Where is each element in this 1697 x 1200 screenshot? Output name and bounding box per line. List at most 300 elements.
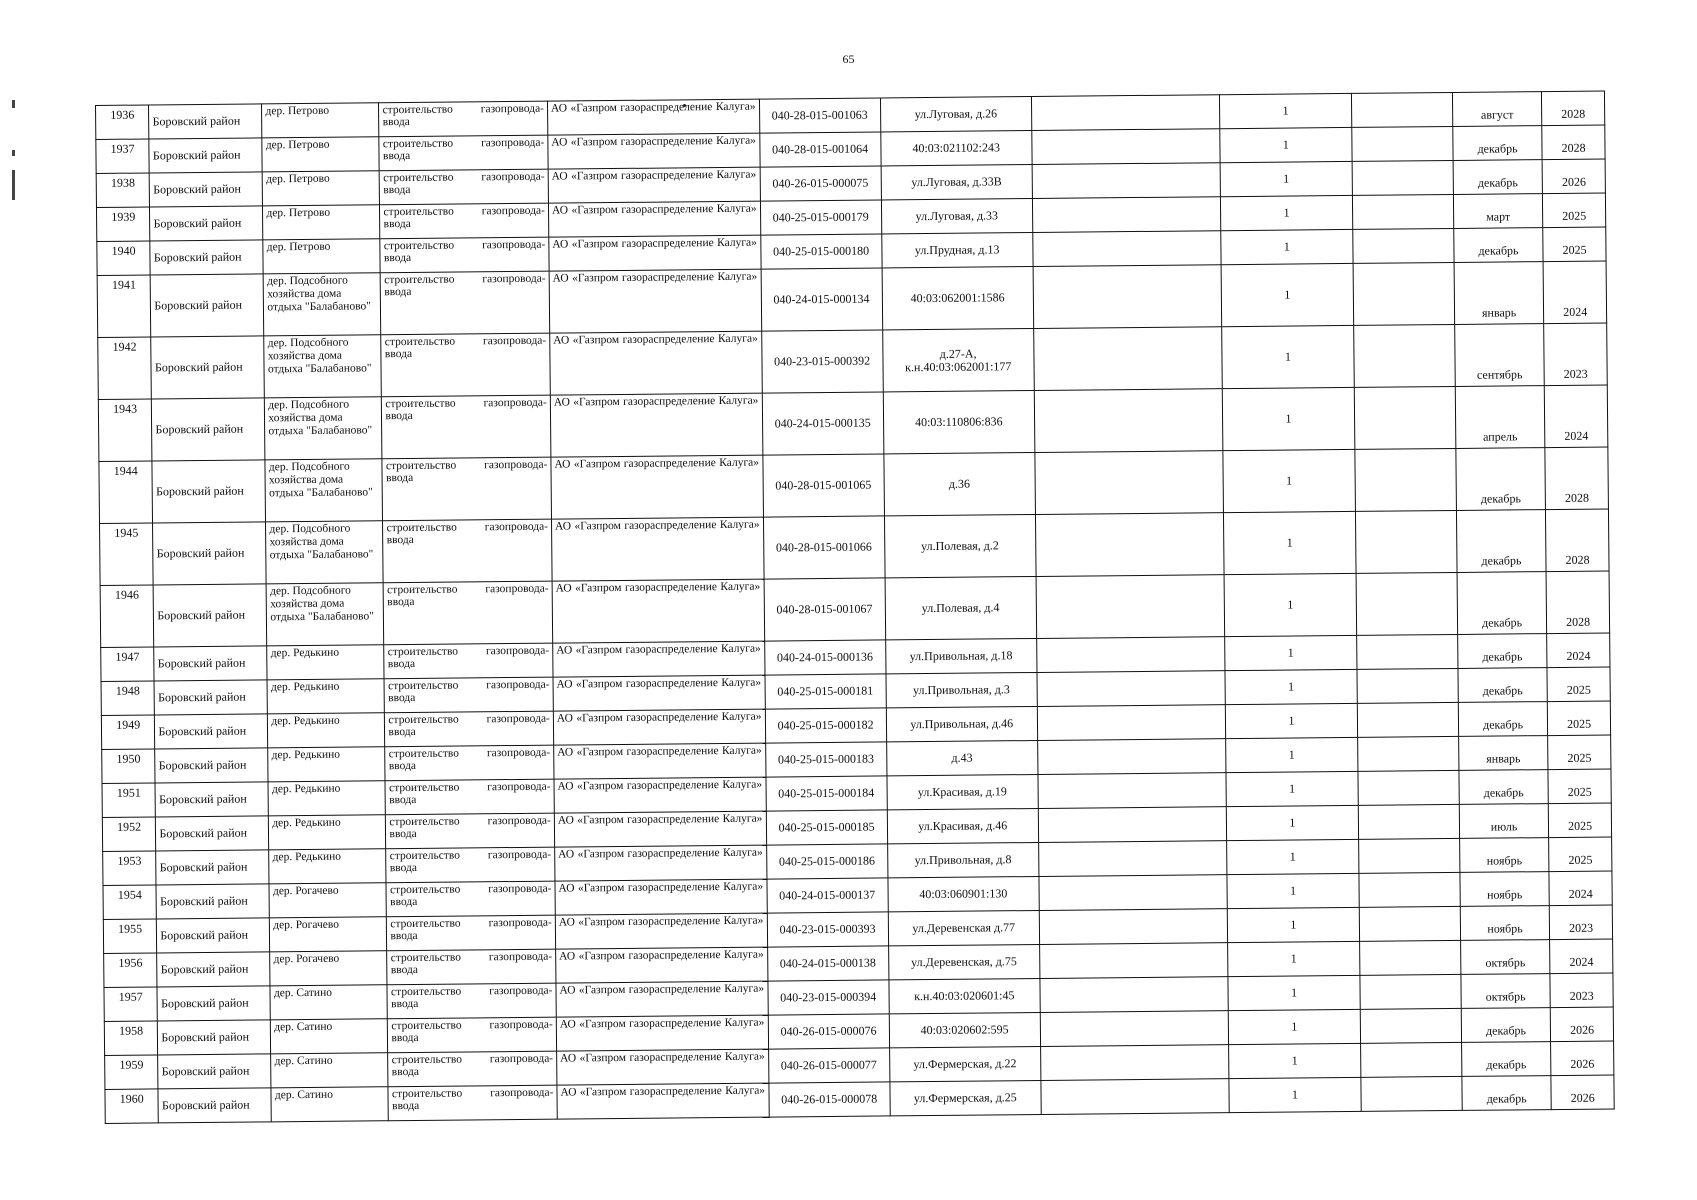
- organization-cell: АО «Газпром газораспределение Калуга»: [549, 235, 761, 271]
- address-cell: ул.Деревенская д.77: [888, 910, 1039, 945]
- settlement-cell: дер. Петрово: [263, 171, 380, 206]
- district-cell: Боровский район: [156, 850, 269, 885]
- month-cell: март: [1453, 194, 1543, 229]
- district-cell: Боровский район: [158, 1088, 271, 1123]
- address-cell: ул.Привольная, д.18: [885, 638, 1036, 673]
- quantity-cell: 1: [1225, 703, 1358, 738]
- row-number: 1944: [99, 461, 153, 524]
- table-body: [96, 91, 1615, 1123]
- quantity-cell: 1: [1225, 669, 1358, 704]
- object-code-cell: 040-26-015-000077: [768, 1048, 890, 1083]
- organization-cell: АО «Газпром газораспределение Калуга»: [551, 455, 763, 519]
- quantity-cell: 1: [1227, 907, 1360, 942]
- district-cell: Боровский район: [156, 816, 269, 851]
- empty-cell: [1356, 572, 1457, 635]
- year-cell: 2024: [1550, 939, 1613, 974]
- district-cell: Боровский район: [158, 1054, 271, 1089]
- month-cell: декабрь: [1459, 770, 1549, 805]
- quantity-cell: 1: [1222, 387, 1355, 450]
- row-number: 1951: [102, 783, 156, 818]
- address-cell: ул.Фермерская, д.22: [889, 1046, 1040, 1081]
- work-type-cell: строительство газопровода-ввода: [385, 779, 554, 815]
- binder-mark: [12, 170, 15, 200]
- empty-cell: [1038, 841, 1226, 877]
- work-type-cell: строительство газопровода-ввода: [384, 643, 553, 679]
- empty-cell: [1041, 1079, 1229, 1115]
- year-cell: 2028: [1546, 509, 1609, 572]
- month-cell: ноябрь: [1459, 838, 1549, 873]
- quantity-cell: 1: [1228, 975, 1361, 1010]
- settlement-cell: дер. Редькино: [267, 679, 384, 714]
- empty-cell: [1039, 909, 1227, 945]
- district-cell: Боровский район: [149, 138, 262, 173]
- year-cell: 2024: [1543, 261, 1606, 324]
- district-cell: Боровский район: [150, 240, 263, 275]
- address-cell: 40:03:062001:1586: [882, 267, 1034, 330]
- empty-cell: [1032, 197, 1220, 233]
- empty-cell: [1358, 736, 1459, 771]
- organization-cell: АО «Газпром газораспределение Калуга»: [556, 981, 768, 1017]
- empty-cell: [1357, 668, 1458, 703]
- empty-cell: [1359, 906, 1460, 941]
- work-type-cell: строительство газопровода-ввода: [379, 135, 548, 171]
- row-number: 1937: [96, 139, 150, 174]
- empty-cell: [1360, 1008, 1461, 1043]
- empty-cell: [1354, 386, 1455, 449]
- district-cell: Боровский район: [149, 104, 262, 139]
- object-code-cell: 040-24-015-000138: [767, 946, 889, 981]
- month-cell: август: [1452, 92, 1542, 127]
- quantity-cell: 1: [1226, 771, 1359, 806]
- empty-cell: [1352, 126, 1453, 161]
- object-code-cell: 040-25-015-000181: [765, 674, 887, 709]
- address-cell: ул.Красивая, д.19: [887, 774, 1038, 809]
- district-cell: Боровский район: [150, 206, 263, 241]
- year-cell: 2026: [1542, 159, 1605, 194]
- organization-cell: АО «Газпром газораспределение Калуга»: [550, 393, 762, 457]
- year-cell: 2023: [1550, 973, 1613, 1008]
- object-code-cell: 040-23-015-000392: [761, 330, 883, 393]
- district-cell: Боровский район: [152, 398, 266, 461]
- row-number: 1950: [102, 749, 156, 784]
- district-cell: Боровский район: [152, 460, 266, 523]
- quantity-cell: 1: [1224, 573, 1357, 636]
- empty-cell: [1040, 1045, 1228, 1081]
- binder-mark: [12, 150, 15, 156]
- district-cell: Боровский район: [151, 274, 265, 337]
- work-type-cell: строительство газопровода-ввода: [388, 1051, 557, 1087]
- settlement-cell: дер. Сатино: [271, 1087, 388, 1122]
- quantity-cell: 1: [1228, 1009, 1361, 1044]
- organization-cell: АО «Газпром газораспределение Калуга»: [548, 201, 760, 237]
- empty-cell: [1352, 160, 1453, 195]
- organization-cell: АО «Газпром газораспределение Калуга»: [556, 947, 768, 983]
- month-cell: ноябрь: [1460, 906, 1550, 941]
- settlement-cell: дер. Подсобного хозяйства дома отдыха "Балабаново": [264, 335, 382, 398]
- row-number: 1936: [96, 105, 150, 140]
- district-cell: Боровский район: [154, 646, 267, 681]
- address-cell: ул.Привольная, д.8: [887, 842, 1038, 877]
- object-code-cell: 040-26-015-000076: [768, 1014, 890, 1049]
- empty-cell: [1035, 513, 1224, 577]
- quantity-cell: 1: [1221, 325, 1354, 388]
- page-number: 65: [842, 52, 855, 66]
- address-cell: ул.Луговая, д.33: [881, 199, 1032, 234]
- empty-cell: [1040, 977, 1228, 1013]
- register-table: [95, 91, 1615, 1124]
- month-cell: декабрь: [1458, 702, 1548, 737]
- month-cell: декабрь: [1453, 160, 1543, 195]
- address-cell: 40:03:020602:595: [889, 1012, 1040, 1047]
- empty-cell: [1032, 129, 1220, 165]
- row-number: 1941: [97, 275, 151, 338]
- work-type-cell: строительство газопровода-ввода: [380, 237, 549, 273]
- address-cell: 40:03:110806:836: [883, 390, 1035, 453]
- row-number: 1939: [96, 207, 150, 242]
- quantity-cell: 1: [1223, 511, 1356, 574]
- empty-cell: [1357, 634, 1458, 669]
- organization-cell: АО «Газпром газораспределение Калуга»: [555, 913, 767, 949]
- row-number: 1943: [98, 399, 152, 462]
- organization-cell: АО «Газпром газораспределение Калуга»: [554, 777, 766, 813]
- empty-cell: [1033, 327, 1222, 391]
- address-cell: ул.Фермерская, д.25: [890, 1080, 1041, 1115]
- district-cell: Боровский район: [158, 1020, 271, 1055]
- row-number: 1958: [104, 1021, 158, 1056]
- month-cell: декабрь: [1456, 448, 1546, 511]
- work-type-cell: строительство газопровода-ввода: [385, 745, 554, 781]
- settlement-cell: дер. Подсобного хозяйства дома отдыха "Балабаново": [266, 521, 384, 584]
- object-code-cell: 040-25-015-000180: [760, 234, 882, 269]
- settlement-cell: дер. Редькино: [268, 713, 385, 748]
- settlement-cell: дер. Петрово: [262, 137, 379, 172]
- work-type-cell: строительство газопровода-ввода: [387, 915, 556, 951]
- year-cell: 2024: [1549, 871, 1612, 906]
- work-type-cell: строительство газопровода-ввода: [382, 395, 551, 459]
- organization-cell: АО «Газпром газораспределение Калуга»: [547, 99, 759, 135]
- empty-cell: [1033, 231, 1221, 267]
- settlement-cell: дер. Сатино: [270, 985, 387, 1020]
- month-cell: декабрь: [1461, 1008, 1551, 1043]
- row-number: 1954: [103, 885, 157, 920]
- organization-cell: АО «Газпром газораспределение Калуга»: [556, 1015, 768, 1051]
- row-number: 1942: [98, 337, 152, 400]
- month-cell: октябрь: [1460, 940, 1550, 975]
- settlement-cell: дер. Редькино: [268, 747, 385, 782]
- organization-cell: АО «Газпром газораспределение Калуга»: [551, 517, 763, 581]
- year-cell: 2028: [1542, 125, 1605, 160]
- month-cell: декабрь: [1461, 1042, 1551, 1077]
- organization-cell: АО «Газпром газораспределение Калуга»: [555, 879, 767, 915]
- empty-cell: [1361, 1076, 1462, 1111]
- organization-cell: АО «Газпром газораспределение Калуга»: [548, 167, 760, 203]
- row-number: 1940: [97, 241, 151, 276]
- object-code-cell: 040-28-015-001065: [762, 454, 884, 517]
- row-number: 1949: [101, 715, 155, 750]
- empty-cell: [1038, 773, 1226, 809]
- row-number: 1957: [104, 987, 158, 1022]
- month-cell: октябрь: [1461, 974, 1551, 1009]
- organization-cell: АО «Газпром газораспределение Калуга»: [550, 331, 762, 395]
- year-cell: 2025: [1549, 837, 1612, 872]
- quantity-cell: 1: [1223, 449, 1356, 512]
- quantity-cell: 1: [1228, 1043, 1361, 1078]
- quantity-cell: 1: [1221, 263, 1354, 326]
- year-cell: 2028: [1545, 447, 1608, 510]
- settlement-cell: дер. Подсобного хозяйства дома отдыха "Балабаново": [264, 273, 382, 336]
- year-cell: 2025: [1548, 701, 1611, 736]
- district-cell: Боровский район: [153, 522, 267, 585]
- empty-cell: [1039, 875, 1227, 911]
- work-type-cell: строительство газопровода-ввода: [385, 677, 554, 713]
- row-number: 1938: [96, 173, 150, 208]
- empty-cell: [1035, 451, 1224, 515]
- year-cell: 2023: [1544, 323, 1607, 386]
- empty-cell: [1356, 510, 1457, 573]
- month-cell: июль: [1459, 804, 1549, 839]
- work-type-cell: строительство газопровода-ввода: [384, 581, 553, 645]
- object-code-cell: 040-25-015-000183: [765, 742, 887, 777]
- row-number: 1952: [102, 817, 156, 852]
- year-cell: 2025: [1548, 803, 1611, 838]
- work-type-cell: строительство газопровода-ввода: [380, 203, 549, 239]
- district-cell: Боровский район: [156, 884, 269, 919]
- organization-cell: АО «Газпром газораспределение Калуга»: [548, 133, 760, 169]
- settlement-cell: дер. Рогачево: [270, 951, 387, 986]
- organization-cell: АО «Газпром газораспределение Калуга»: [553, 675, 765, 711]
- year-cell: 2025: [1543, 227, 1606, 262]
- month-cell: январь: [1458, 736, 1548, 771]
- month-cell: ноябрь: [1460, 872, 1550, 907]
- quantity-cell: 1: [1220, 161, 1353, 196]
- work-type-cell: строительство газопровода-ввода: [383, 519, 552, 583]
- empty-cell: [1353, 262, 1454, 325]
- quantity-cell: 1: [1227, 873, 1360, 908]
- empty-cell: [1037, 705, 1225, 741]
- empty-cell: [1033, 265, 1222, 329]
- row-number: 1947: [101, 647, 155, 682]
- work-type-cell: строительство газопровода-ввода: [388, 1017, 557, 1053]
- empty-cell: [1037, 671, 1225, 707]
- address-cell: ул.Красивая, д.46: [887, 808, 1038, 843]
- year-cell: 2024: [1544, 385, 1607, 448]
- quantity-cell: 1: [1219, 127, 1352, 162]
- settlement-cell: дер. Петрово: [263, 205, 380, 240]
- district-cell: Боровский район: [150, 172, 263, 207]
- empty-cell: [1038, 807, 1226, 843]
- work-type-cell: строительство газопровода-ввода: [382, 457, 551, 521]
- month-cell: сентябрь: [1455, 324, 1545, 387]
- month-cell: декабрь: [1462, 1076, 1552, 1111]
- empty-cell: [1040, 1011, 1228, 1047]
- settlement-cell: дер. Редькино: [269, 815, 386, 850]
- empty-cell: [1032, 163, 1220, 199]
- empty-cell: [1358, 804, 1459, 839]
- row-number: 1959: [105, 1055, 159, 1090]
- month-cell: декабрь: [1454, 228, 1544, 263]
- address-cell: ул.Привольная, д.46: [886, 706, 1037, 741]
- district-cell: Боровский район: [155, 782, 268, 817]
- empty-cell: [1037, 739, 1225, 775]
- organization-cell: АО «Газпром газораспределение Калуга»: [555, 845, 767, 881]
- settlement-cell: дер. Рогачево: [269, 883, 386, 918]
- work-type-cell: строительство газопровода-ввода: [388, 1085, 557, 1121]
- empty-cell: [1352, 92, 1453, 127]
- quantity-cell: 1: [1225, 737, 1358, 772]
- district-cell: Боровский район: [155, 714, 268, 749]
- settlement-cell: дер. Рогачево: [270, 917, 387, 952]
- object-code-cell: 040-28-015-001067: [764, 578, 886, 641]
- empty-cell: [1353, 194, 1454, 229]
- quantity-cell: 1: [1220, 229, 1353, 264]
- row-number: 1956: [104, 953, 158, 988]
- empty-cell: [1036, 575, 1225, 639]
- district-cell: Боровский район: [154, 680, 267, 715]
- work-type-cell: строительство газопровода-ввода: [381, 271, 550, 335]
- organization-cell: АО «Газпром газораспределение Калуга»: [554, 743, 766, 779]
- work-type-cell: строительство газопровода-ввода: [380, 169, 549, 205]
- object-code-cell: 040-25-015-000186: [766, 844, 888, 879]
- row-number: 1953: [103, 851, 157, 886]
- work-type-cell: строительство газопровода-ввода: [385, 711, 554, 747]
- month-cell: декабрь: [1456, 510, 1546, 573]
- quantity-cell: 1: [1219, 93, 1352, 128]
- district-cell: Боровский район: [151, 336, 265, 399]
- settlement-cell: дер. Петрово: [262, 103, 379, 138]
- object-code-cell: 040-26-015-000075: [760, 166, 882, 201]
- empty-cell: [1360, 974, 1461, 1009]
- settlement-cell: дер. Редькино: [269, 849, 386, 884]
- row-number: 1960: [105, 1089, 159, 1124]
- object-code-cell: 040-24-015-000135: [762, 392, 884, 455]
- work-type-cell: строительство газопровода-ввода: [386, 847, 555, 883]
- object-code-cell: 040-23-015-000393: [767, 912, 889, 947]
- object-code-cell: 040-25-015-000185: [766, 810, 888, 845]
- object-code-cell: 040-25-015-000184: [766, 776, 888, 811]
- empty-cell: [1360, 940, 1461, 975]
- year-cell: 2026: [1550, 1007, 1613, 1042]
- empty-cell: [1353, 228, 1454, 263]
- object-code-cell: 040-28-015-001066: [763, 516, 885, 579]
- month-cell: декабрь: [1457, 572, 1547, 635]
- work-type-cell: строительство газопровода-ввода: [381, 333, 550, 397]
- organization-cell: АО «Газпром газораспределение Калуга»: [554, 811, 766, 847]
- organization-cell: АО «Газпром газораспределение Калуга»: [549, 269, 761, 333]
- month-cell: апрель: [1455, 386, 1545, 449]
- district-cell: Боровский район: [157, 918, 270, 953]
- settlement-cell: дер. Подсобного хозяйства дома отдыха "Балабаново": [265, 397, 383, 460]
- object-code-cell: 040-25-015-000182: [765, 708, 887, 743]
- empty-cell: [1358, 770, 1459, 805]
- object-code-cell: 040-23-015-000394: [767, 980, 889, 1015]
- object-code-cell: 040-28-015-001064: [759, 132, 881, 167]
- settlement-cell: дер. Редькино: [267, 645, 384, 680]
- row-number: 1945: [100, 523, 154, 586]
- settlement-cell: дер. Петрово: [263, 239, 380, 274]
- work-type-cell: строительство газопровода-ввода: [387, 983, 556, 1019]
- settlement-cell: дер. Сатино: [271, 1019, 388, 1054]
- address-cell: 40:03:021102:243: [881, 131, 1032, 166]
- year-cell: 2025: [1548, 735, 1611, 770]
- empty-cell: [1039, 943, 1227, 979]
- address-cell: 40:03:060901:130: [888, 876, 1039, 911]
- object-code-cell: 040-24-015-000134: [761, 268, 883, 331]
- work-type-cell: строительство газопровода-ввода: [379, 101, 548, 137]
- quantity-cell: 1: [1226, 839, 1359, 874]
- year-cell: 2025: [1548, 769, 1611, 804]
- row-number: 1948: [101, 681, 155, 716]
- empty-cell: [1355, 448, 1456, 511]
- empty-cell: [1034, 389, 1223, 453]
- organization-cell: АО «Газпром газораспределение Калуга»: [553, 641, 765, 677]
- year-cell: 2026: [1551, 1041, 1614, 1076]
- settlement-cell: дер. Редькино: [268, 781, 385, 816]
- work-type-cell: строительство газопровода-ввода: [387, 949, 556, 985]
- empty-cell: [1036, 637, 1224, 673]
- year-cell: 2024: [1547, 633, 1610, 668]
- district-cell: Боровский район: [154, 584, 268, 647]
- district-cell: Боровский район: [155, 748, 268, 783]
- address-cell: к.н.40:03:020601:45: [889, 978, 1040, 1013]
- work-type-cell: строительство газопровода-ввода: [386, 813, 555, 849]
- address-cell: ул.Привольная, д.3: [886, 672, 1037, 707]
- month-cell: декабрь: [1453, 126, 1543, 161]
- object-code-cell: 040-24-015-000137: [766, 878, 888, 913]
- empty-cell: [1358, 702, 1459, 737]
- district-cell: Боровский район: [157, 952, 270, 987]
- month-cell: январь: [1454, 262, 1544, 325]
- object-code-cell: 040-28-015-001063: [759, 98, 881, 133]
- object-code-cell: 040-25-015-000179: [760, 200, 882, 235]
- year-cell: 2025: [1543, 193, 1606, 228]
- settlement-cell: дер. Сатино: [271, 1053, 388, 1088]
- month-cell: декабрь: [1458, 668, 1548, 703]
- address-cell: ул.Полевая, д.2: [884, 514, 1036, 577]
- empty-cell: [1359, 872, 1460, 907]
- object-code-cell: 040-26-015-000078: [768, 1082, 890, 1117]
- empty-cell: [1354, 324, 1455, 387]
- month-cell: декабрь: [1458, 634, 1548, 669]
- binder-mark: [12, 100, 15, 108]
- object-code-cell: 040-24-015-000136: [764, 640, 886, 675]
- organization-cell: АО «Газпром газораспределение Калуга»: [553, 709, 765, 745]
- address-cell: ул.Луговая, д.26: [880, 97, 1031, 132]
- empty-cell: [1359, 838, 1460, 873]
- year-cell: 2028: [1542, 91, 1605, 126]
- address-cell: ул.Луговая, д.33В: [881, 165, 1032, 200]
- work-type-cell: строительство газопровода-ввода: [386, 881, 555, 917]
- empty-cell: [1361, 1042, 1462, 1077]
- quantity-cell: 1: [1220, 195, 1353, 230]
- address-cell: ул.Полевая, д.4: [885, 576, 1037, 639]
- address-cell: ул.Прудная, д.13: [882, 233, 1033, 268]
- row-number: 1946: [100, 585, 154, 648]
- year-cell: 2023: [1549, 905, 1612, 940]
- quantity-cell: 1: [1227, 941, 1360, 976]
- quantity-cell: 1: [1229, 1077, 1362, 1112]
- year-cell: 2026: [1551, 1075, 1614, 1110]
- row-number: 1955: [103, 919, 157, 954]
- settlement-cell: дер. Подсобного хозяйства дома отдыха "Балабаново": [265, 459, 383, 522]
- address-cell: д.27-А, к.н.40:03:062001:177: [882, 329, 1034, 392]
- empty-cell: [1031, 95, 1219, 131]
- organization-cell: АО «Газпром газораспределение Калуга»: [557, 1049, 769, 1085]
- settlement-cell: дер. Подсобного хозяйства дома отдыха "Балабаново": [266, 583, 384, 646]
- address-cell: ул.Деревенская, д.75: [888, 944, 1039, 979]
- register-table-wrapper: [95, 91, 1615, 1124]
- organization-cell: АО «Газпром газораспределение Калуга»: [557, 1083, 769, 1119]
- year-cell: 2028: [1546, 571, 1609, 634]
